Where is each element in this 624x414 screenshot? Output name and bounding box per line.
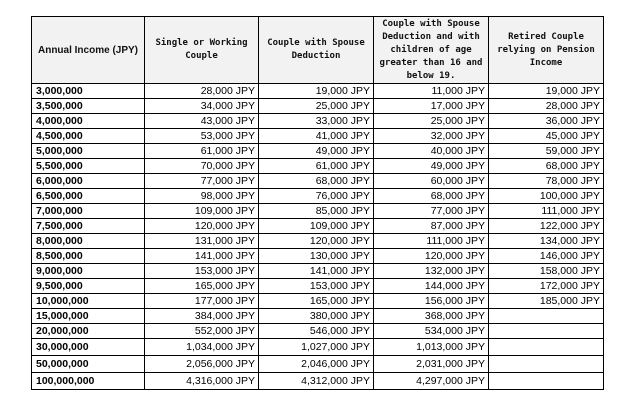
- tax-cell: 4,297,000 JPY: [374, 373, 489, 390]
- tax-cell: 60,000 JPY: [374, 174, 489, 189]
- tax-cell: 34,000 JPY: [145, 99, 259, 114]
- tax-cell: 120,000 JPY: [145, 219, 259, 234]
- tax-cell: 49,000 JPY: [259, 144, 374, 159]
- income-cell: 20,000,000: [32, 324, 145, 339]
- tax-cell: 552,000 JPY: [145, 324, 259, 339]
- income-cell: 8,000,000: [32, 234, 145, 249]
- income-cell: 7,000,000: [32, 204, 145, 219]
- tax-cell: 141,000 JPY: [259, 264, 374, 279]
- income-cell: 9,000,000: [32, 264, 145, 279]
- tax-cell: 146,000 JPY: [489, 249, 604, 264]
- tax-cell: 19,000 JPY: [489, 84, 604, 99]
- income-cell: 5,000,000: [32, 144, 145, 159]
- tax-cell: 132,000 JPY: [374, 264, 489, 279]
- income-cell: 3,500,000: [32, 99, 145, 114]
- tax-cell: 141,000 JPY: [145, 249, 259, 264]
- header-single-or-working-couple: Single or Working Couple: [145, 17, 259, 84]
- tax-cell: 59,000 JPY: [489, 144, 604, 159]
- tax-cell: 70,000 JPY: [145, 159, 259, 174]
- tax-cell: 4,316,000 JPY: [145, 373, 259, 390]
- table-row: [32, 234, 604, 249]
- table-row: [32, 159, 604, 174]
- tax-cell: 130,000 JPY: [259, 249, 374, 264]
- tax-cell: 68,000 JPY: [489, 159, 604, 174]
- tax-cell: [489, 339, 604, 356]
- header-retired-couple-pension: Retired Couple relying on Pension Income: [489, 17, 604, 84]
- table-row: [32, 129, 604, 144]
- table-row: [32, 324, 604, 339]
- table-row: [32, 84, 604, 99]
- table-row: [32, 339, 604, 356]
- tax-cell: 43,000 JPY: [145, 114, 259, 129]
- header-annual-income: Annual Income (JPY): [32, 17, 145, 84]
- tax-cell: 109,000 JPY: [259, 219, 374, 234]
- income-cell: 6,000,000: [32, 174, 145, 189]
- tax-cell: 1,027,000 JPY: [259, 339, 374, 356]
- table-row: [32, 373, 604, 390]
- tax-cell: [489, 309, 604, 324]
- tax-cell: 68,000 JPY: [374, 189, 489, 204]
- income-cell: 9,500,000: [32, 279, 145, 294]
- tax-cell: 53,000 JPY: [145, 129, 259, 144]
- tax-cell: 40,000 JPY: [374, 144, 489, 159]
- tax-cell: 2,046,000 JPY: [259, 356, 374, 373]
- table-row: [32, 356, 604, 373]
- income-cell: 7,500,000: [32, 219, 145, 234]
- table-row: [32, 249, 604, 264]
- tax-cell: 546,000 JPY: [259, 324, 374, 339]
- tax-cell: 76,000 JPY: [259, 189, 374, 204]
- tax-cell: 61,000 JPY: [145, 144, 259, 159]
- tax-cell: 78,000 JPY: [489, 174, 604, 189]
- tax-cell: 158,000 JPY: [489, 264, 604, 279]
- tax-cell: 2,031,000 JPY: [374, 356, 489, 373]
- tax-cell: 49,000 JPY: [374, 159, 489, 174]
- table-row: [32, 174, 604, 189]
- tax-cell: 134,000 JPY: [489, 234, 604, 249]
- table-row: [32, 309, 604, 324]
- tax-cell: 11,000 JPY: [374, 84, 489, 99]
- tax-cell: 25,000 JPY: [374, 114, 489, 129]
- tax-cell: 28,000 JPY: [145, 84, 259, 99]
- tax-cell: 1,013,000 JPY: [374, 339, 489, 356]
- income-cell: 4,000,000: [32, 114, 145, 129]
- tax-cell: 45,000 JPY: [489, 129, 604, 144]
- income-cell: 4,500,000: [32, 129, 145, 144]
- table-row: [32, 144, 604, 159]
- tax-cell: 87,000 JPY: [374, 219, 489, 234]
- tax-cell: 111,000 JPY: [374, 234, 489, 249]
- tax-cell: 25,000 JPY: [259, 99, 374, 114]
- tax-cell: 156,000 JPY: [374, 294, 489, 309]
- tax-cell: [489, 324, 604, 339]
- table-row: [32, 114, 604, 129]
- tax-cell: 36,000 JPY: [489, 114, 604, 129]
- table-row: [32, 264, 604, 279]
- tax-cell: 120,000 JPY: [259, 234, 374, 249]
- table-row: [32, 294, 604, 309]
- income-cell: 100,000,000: [32, 373, 145, 390]
- table-body: [32, 84, 604, 390]
- tax-cell: 177,000 JPY: [145, 294, 259, 309]
- table-row: [32, 99, 604, 114]
- income-cell: 30,000,000: [32, 339, 145, 356]
- tax-cell: 380,000 JPY: [259, 309, 374, 324]
- tax-cell: 41,000 JPY: [259, 129, 374, 144]
- tax-cell: 122,000 JPY: [489, 219, 604, 234]
- tax-cell: 61,000 JPY: [259, 159, 374, 174]
- tax-cell: 165,000 JPY: [145, 279, 259, 294]
- tax-cell: 368,000 JPY: [374, 309, 489, 324]
- income-cell: 50,000,000: [32, 356, 145, 373]
- income-cell: 15,000,000: [32, 309, 145, 324]
- tax-cell: 144,000 JPY: [374, 279, 489, 294]
- tax-cell: 19,000 JPY: [259, 84, 374, 99]
- header-couple-spouse-deduction-children: Couple with Spouse Deduction and with children of age greater than 16 and below 19.: [374, 17, 489, 84]
- table-row: [32, 204, 604, 219]
- tax-cell: 100,000 JPY: [489, 189, 604, 204]
- tax-cell: 153,000 JPY: [259, 279, 374, 294]
- tax-cell: 28,000 JPY: [489, 99, 604, 114]
- income-cell: 8,500,000: [32, 249, 145, 264]
- income-cell: 6,500,000: [32, 189, 145, 204]
- tax-cell: 384,000 JPY: [145, 309, 259, 324]
- income-cell: 10,000,000: [32, 294, 145, 309]
- tax-cell: 172,000 JPY: [489, 279, 604, 294]
- table-row: [32, 219, 604, 234]
- tax-cell: 120,000 JPY: [374, 249, 489, 264]
- tax-cell: 77,000 JPY: [374, 204, 489, 219]
- tax-cell: 165,000 JPY: [259, 294, 374, 309]
- tax-cell: 2,056,000 JPY: [145, 356, 259, 373]
- income-cell: 5,500,000: [32, 159, 145, 174]
- tax-cell: 534,000 JPY: [374, 324, 489, 339]
- income-cell: 3,000,000: [32, 84, 145, 99]
- tax-cell: 109,000 JPY: [145, 204, 259, 219]
- tax-cell: 1,034,000 JPY: [145, 339, 259, 356]
- tax-cell: 32,000 JPY: [374, 129, 489, 144]
- tax-cell: [489, 373, 604, 390]
- tax-cell: 98,000 JPY: [145, 189, 259, 204]
- table-row: [32, 189, 604, 204]
- tax-cell: 185,000 JPY: [489, 294, 604, 309]
- tax-cell: 153,000 JPY: [145, 264, 259, 279]
- tax-cell: 111,000 JPY: [489, 204, 604, 219]
- tax-cell: [489, 356, 604, 373]
- header-couple-spouse-deduction: Couple with Spouse Deduction: [259, 17, 374, 84]
- header-row: [32, 17, 604, 84]
- tax-cell: 85,000 JPY: [259, 204, 374, 219]
- table-row: [32, 279, 604, 294]
- tax-cell: 17,000 JPY: [374, 99, 489, 114]
- tax-cell: 33,000 JPY: [259, 114, 374, 129]
- tax-cell: 4,312,000 JPY: [259, 373, 374, 390]
- tax-cell: 68,000 JPY: [259, 174, 374, 189]
- tax-cell: 77,000 JPY: [145, 174, 259, 189]
- table-container: [31, 16, 604, 390]
- tax-cell: 131,000 JPY: [145, 234, 259, 249]
- tax-table: [31, 16, 604, 390]
